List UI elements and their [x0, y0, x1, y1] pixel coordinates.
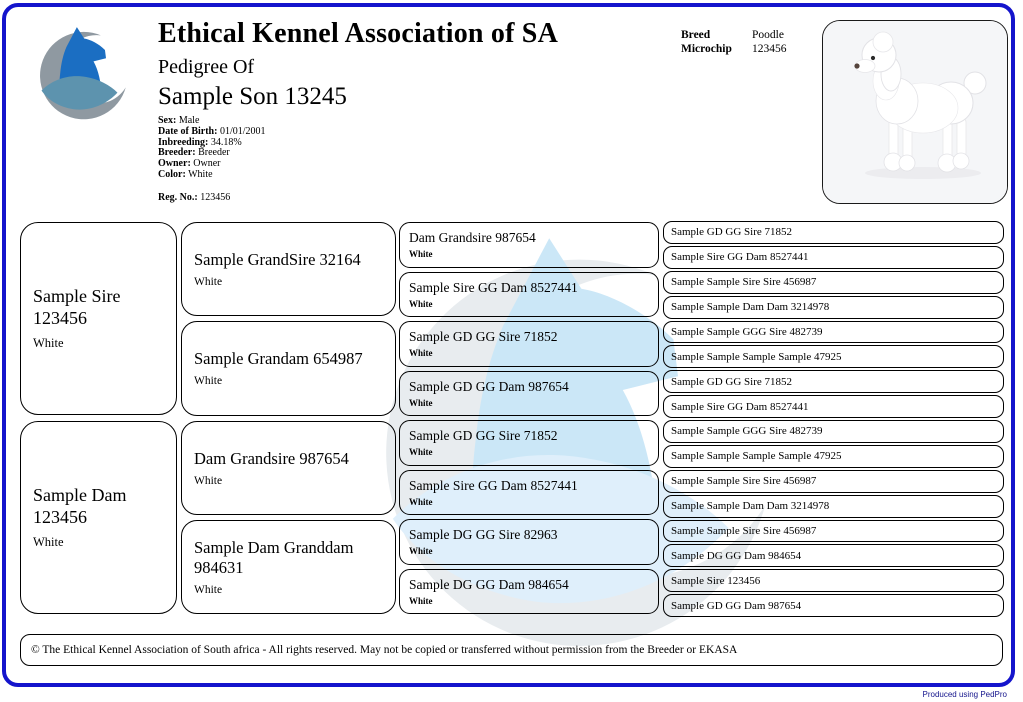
- pedigree-generation-3: [399, 222, 659, 614]
- ancestor-name: Sample Sample Dam Dam 3214978: [671, 500, 830, 513]
- ancestor-name: Sample Sample GGG Sire 482739: [671, 325, 823, 338]
- detail-label: Owner:: [158, 158, 191, 170]
- ancestor-name: Sample GD GG Sire 71852: [671, 226, 792, 239]
- ancestor-color: White: [194, 276, 223, 289]
- detail-value: Male: [178, 115, 200, 126]
- detail-row-color: [158, 170, 266, 181]
- org-title: Ethical Kennel Association of SA: [158, 18, 558, 49]
- detail-value: Breeder: [198, 147, 230, 159]
- ancestor-color: White: [33, 534, 64, 549]
- ancestor-box: [399, 519, 659, 565]
- breed-microchip-block: [681, 29, 787, 56]
- ancestor-box: [399, 272, 659, 318]
- ancestor-name: Sample Sample Sample Sample 47925: [671, 350, 842, 363]
- microchip-value: 123456: [752, 42, 787, 55]
- pedigree-subtitle: Pedigree Of: [158, 56, 255, 78]
- ancestor-box: [663, 395, 1004, 418]
- pedigree-generation-1: [20, 222, 177, 614]
- detail-value: Owner: [193, 158, 221, 170]
- ancestor-name: Sample Grandam 654987: [194, 349, 363, 369]
- ancestor-name: Sample Sire 123456: [33, 286, 121, 328]
- ancestor-box: [181, 421, 396, 515]
- ancestor-color: White: [33, 335, 64, 350]
- ancestor-box: [663, 495, 1004, 518]
- ancestor-name: Sample Sire GG Dam 8527441: [671, 251, 809, 264]
- ancestor-name: Sample Sample Sample Sample 47925: [671, 450, 842, 463]
- ancestor-box: [399, 222, 659, 268]
- poodle-photo-illustration: [823, 21, 1008, 204]
- ancestor-color: White: [194, 375, 223, 388]
- ancestor-color: White: [194, 474, 223, 487]
- ancestor-color: White: [409, 595, 433, 606]
- ancestor-name: Sample GD GG Sire 71852: [409, 428, 558, 444]
- breed-label: Breed: [681, 29, 711, 41]
- ancestor-name: Sample Sample GGG Sire 482739: [671, 425, 823, 438]
- pedigree-generation-4: [663, 221, 1004, 617]
- ancestor-name: Sample Sample Sire Sire 456987: [671, 524, 817, 537]
- ancestor-box: [399, 569, 659, 615]
- copyright-notice: [20, 634, 1003, 666]
- ancestor-name: Sample GrandSire 32164: [194, 250, 361, 270]
- ancestor-name: Sample DG GG Dam 984654: [409, 576, 569, 592]
- ancestor-color: White: [409, 496, 433, 507]
- dog-photo: [822, 20, 1008, 204]
- reg-value: 123456: [200, 192, 231, 203]
- detail-value: 34.18%: [210, 136, 242, 148]
- ancestor-box: [399, 420, 659, 466]
- ancestor-name: Sample DG GG Sire 82963: [409, 527, 558, 543]
- ancestor-color: White: [194, 584, 223, 596]
- ancestor-box: [663, 470, 1004, 493]
- microchip-label: Microchip: [681, 42, 732, 55]
- produced-by-credit: Produced using PedPro: [922, 690, 1007, 699]
- ancestor-name: Sample GD GG Sire 71852: [671, 375, 792, 388]
- ancestor-name: Sample Sire GG Dam 8527441: [671, 400, 809, 413]
- microchip-row: [681, 43, 787, 57]
- ancestor-color: White: [409, 397, 433, 408]
- ancestor-box: [399, 321, 659, 367]
- detail-label: Sex:: [158, 115, 177, 126]
- ancestor-color: White: [409, 447, 433, 457]
- ancestor-box: [663, 569, 1004, 592]
- ancestor-box: [663, 321, 1004, 344]
- ancestor-name: Sample Sample Sire Sire 456987: [671, 276, 817, 289]
- ancestor-name: Sample Sire GG Dam 8527441: [409, 279, 578, 295]
- reg-label: Reg. No.:: [158, 192, 198, 203]
- detail-value: 01/01/2001: [219, 125, 266, 137]
- registration-number: [158, 192, 230, 203]
- ancestor-color: White: [409, 546, 433, 556]
- ancestor-box: [181, 520, 396, 614]
- breed-row: [681, 29, 787, 43]
- ancestor-box: [663, 345, 1004, 368]
- breed-value: Poodle: [752, 29, 784, 41]
- ancestor-name: Sample Sample Dam Dam 3214978: [671, 301, 830, 314]
- detail-value: White: [188, 168, 213, 180]
- ancestor-name: Dam Grandsire 987654: [409, 230, 536, 246]
- ancestor-box: [663, 544, 1004, 567]
- ancestor-box: [663, 271, 1004, 294]
- dog-name-title: Sample Son 13245: [158, 83, 347, 110]
- ancestor-box: [663, 445, 1004, 468]
- ancestor-box: [663, 520, 1004, 543]
- ancestor-box: [663, 221, 1004, 244]
- ancestor-box: [181, 321, 396, 415]
- ancestor-box: [663, 370, 1004, 393]
- ancestor-name: Sample Sample Sire Sire 456987: [671, 475, 817, 488]
- detail-label: Color:: [158, 168, 186, 180]
- dog-details-block: [158, 116, 266, 181]
- pedigree-generation-2: [181, 222, 396, 614]
- ancestor-box: [399, 371, 659, 417]
- detail-label: Date of Birth:: [158, 125, 218, 137]
- kennel-association-logo-icon: [28, 22, 132, 132]
- ancestor-box: [663, 594, 1004, 617]
- ancestor-name: Dam Grandsire 987654: [194, 448, 349, 468]
- ancestor-name: Sample DG GG Dam 984654: [671, 549, 802, 562]
- ancestor-name: Sample GD GG Sire 71852: [409, 329, 558, 345]
- detail-label: Breeder:: [158, 147, 196, 159]
- ancestor-name: Sample GD GG Dam 987654: [671, 599, 802, 612]
- ancestor-name: Sample GD GG Dam 987654: [409, 378, 569, 394]
- ancestor-box: [663, 296, 1004, 319]
- ancestor-box: [663, 420, 1004, 443]
- detail-label: Inbreeding:: [158, 136, 209, 148]
- copyright-text: © The Ethical Kennel Association of South africa - All rights reserved. May not be copied or transferred without permission from the Breeder or EKASA: [31, 644, 738, 656]
- ancestor-color: White: [409, 298, 433, 309]
- ancestor-color: White: [409, 348, 433, 358]
- ancestor-name: Sample Dam Granddam 984631: [194, 537, 354, 577]
- ancestor-box: [663, 246, 1004, 269]
- ancestor-box-sire: [20, 222, 177, 415]
- ancestor-box: [399, 470, 659, 516]
- ancestor-name: Sample Dam 123456: [33, 485, 127, 527]
- ancestor-name: Sample Sire 123456: [671, 574, 761, 587]
- ancestor-box: [181, 222, 396, 316]
- ancestor-box-dam: [20, 421, 177, 614]
- ancestor-color: White: [409, 249, 433, 259]
- ancestor-name: Sample Sire GG Dam 8527441: [409, 477, 578, 493]
